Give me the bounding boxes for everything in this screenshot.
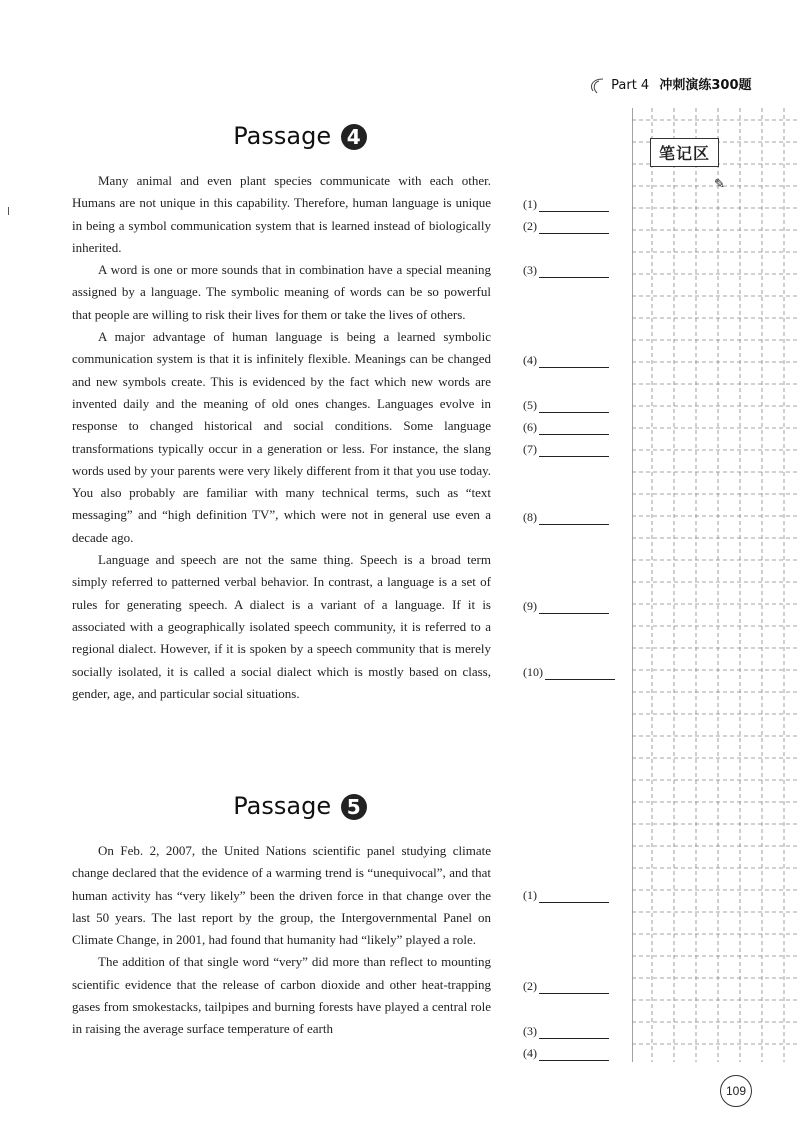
notes-grid: [632, 108, 797, 1062]
answer-blank-p4-6[interactable]: [523, 420, 609, 435]
answer-blank-p4-10[interactable]: [523, 665, 615, 680]
blank-label: (3): [523, 263, 537, 277]
answer-blank-p4-3[interactable]: [523, 263, 609, 278]
blank-label: (1): [523, 888, 537, 902]
passage-4-paragraph-1: Many animal and even plant species communicate with each other. Humans are not unique in this capability. Therefore, human language is unique in being a symbol communication system that is learned instead of biologically inherited.: [72, 173, 491, 255]
answer-blank-p4-8[interactable]: [523, 510, 609, 525]
blank-line[interactable]: [539, 265, 609, 278]
passage-4-number-badge: 4: [341, 124, 367, 150]
header-part: Part 4: [611, 78, 650, 93]
header-subtitle: 冲刺演练300题: [659, 78, 752, 93]
blank-label: (8): [523, 510, 537, 524]
blank-line[interactable]: [539, 890, 609, 903]
blank-line[interactable]: [539, 355, 609, 368]
passage-4-title: [0, 122, 600, 150]
pencil-icon: ✎: [714, 176, 725, 191]
answer-blank-p4-2[interactable]: [523, 219, 609, 234]
page-number: 109: [720, 1075, 752, 1107]
blank-label: (7): [523, 442, 537, 456]
blank-label: (9): [523, 599, 537, 613]
blank-line[interactable]: [539, 400, 609, 413]
blank-label: (3): [523, 1024, 537, 1038]
passage-5-body: [72, 840, 491, 1041]
passage-5-paragraph-2: The addition of that single word “very” did more than reflect to mounting scientific evidence that the release of carbon dioxide and other heat-trapping gases from smokestacks, tailpipes and burning forests have played a central role in raising the average surface temperature of earth: [72, 954, 491, 1037]
swirl-decoration-icon: [585, 77, 607, 95]
blank-line[interactable]: [539, 199, 609, 212]
passage-4-body: [72, 170, 491, 705]
blank-label: (2): [523, 219, 537, 233]
blank-line[interactable]: [539, 221, 609, 234]
answer-blank-p4-5[interactable]: [523, 398, 609, 413]
blank-line[interactable]: [539, 444, 609, 457]
blank-line[interactable]: [539, 1026, 609, 1039]
passage-4-paragraph-2: A word is one or more sounds that in combination have a special meaning assigned by a language. The symbolic meaning of words can be so powerful that people are willing to risk their lives for them or take the lives of others.: [72, 262, 491, 322]
answer-blank-p5-3[interactable]: [523, 1024, 609, 1039]
blank-line[interactable]: [539, 1048, 609, 1061]
blank-line[interactable]: [545, 667, 615, 680]
answer-blank-p4-4[interactable]: [523, 353, 609, 368]
answer-blank-p5-1[interactable]: [523, 888, 609, 903]
notes-label: 笔记区: [650, 138, 719, 167]
answer-blank-p5-4[interactable]: [523, 1046, 609, 1061]
blank-label: (10): [523, 665, 543, 679]
answer-blank-p5-2[interactable]: [523, 979, 609, 994]
blank-label: (4): [523, 353, 537, 367]
passage-5-number-badge: 5: [341, 794, 367, 820]
running-header: [585, 74, 752, 95]
blank-line[interactable]: [539, 981, 609, 994]
passage-4-paragraph-3: A major advantage of human language is being a learned symbolic communication system is that it is infinitely flexible. Meanings can be changed and new symbols create. This is evidenced by the fact which new words are invented daily and the meaning of old ones changes. Languages evolve in response to changed historical and social conditions. Some language transformations typically occur in a generation or less. For instance, the slang words used by your parents were very likely different from it that you use today. You also probably are familiar with many technical terms, such as “text messaging” and “high definition TV”, which were not in general use even a decade ago.: [72, 329, 491, 545]
blank-label: (1): [523, 197, 537, 211]
margin-tick: [8, 207, 9, 215]
blank-line[interactable]: [539, 422, 609, 435]
passage-4-paragraph-4: Language and speech are not the same thing. Speech is a broad term simply referred to patterned verbal behavior. In contrast, a language is a set of rules for generating speech. A dialect is a variant of a language. If it is associated with a geographically isolated speech community, it is referred to a regional dialect. However, if it is spoken by a speech community that is merely socially isolated, it is called a social dialect which is mostly based on class, gender, age, and particular social situations.: [72, 552, 491, 701]
blank-label: (2): [523, 979, 537, 993]
notes-area[interactable]: [632, 108, 797, 1062]
blank-line[interactable]: [539, 601, 609, 614]
passage-4-title-text: Passage: [233, 122, 332, 150]
answer-blank-p4-1[interactable]: [523, 197, 609, 212]
passage-5-title: [0, 792, 600, 820]
passage-5-title-text: Passage: [233, 792, 332, 820]
blank-label: (4): [523, 1046, 537, 1060]
blank-line[interactable]: [539, 512, 609, 525]
blank-label: (5): [523, 398, 537, 412]
answer-blank-p4-7[interactable]: [523, 442, 609, 457]
answer-blank-p4-9[interactable]: [523, 599, 609, 614]
blank-label: (6): [523, 420, 537, 434]
passage-5-paragraph-1: On Feb. 2, 2007, the United Nations scientific panel studying climate change declared that the evidence of a warming trend is “unequivocal”, and that human activity has “very likely” been the driven force in that change over the last 50 years. The last report by the group, the Intergovernmental Panel on Climate Change, in 2001, had found that humanity had “likely” played a role.: [72, 843, 491, 948]
